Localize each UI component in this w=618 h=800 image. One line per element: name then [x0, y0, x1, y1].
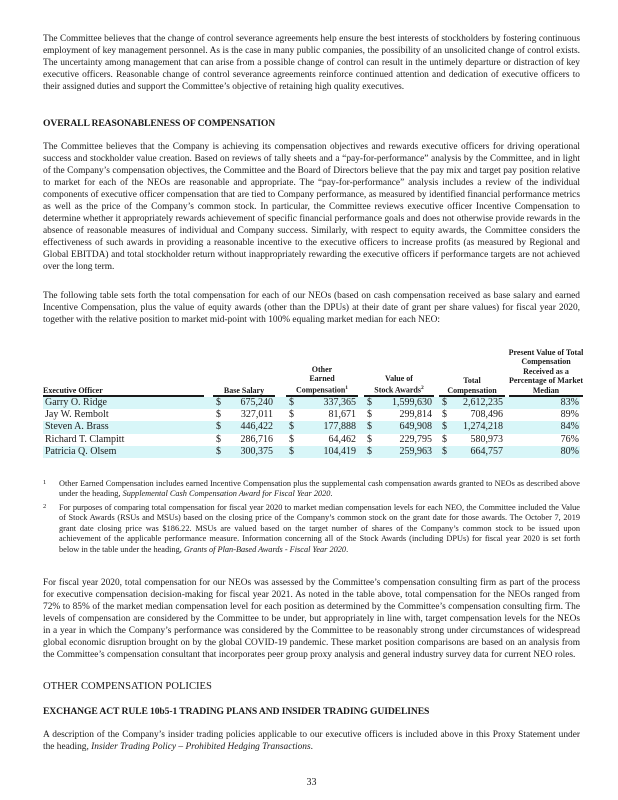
compensation-table [43, 347, 584, 458]
base-salary: 327,011 [240, 409, 273, 421]
total-compensation: 2,612,235 [463, 397, 503, 408]
footnote-mark: 1 [43, 479, 47, 486]
base-salary: 446,422 [240, 421, 273, 433]
officer-name: Jay W. Rembolt [45, 409, 109, 421]
heading-overall-reasonableness: OVERALL REASONABLENESS OF COMPENSATION [43, 118, 276, 129]
reasonableness-paragraph: The Committee believes that the Company is achieving its compensation objectives and rewards executive officers for driving operational success and stockholder value creation. Based on reviews of tally sheets and a “pay-for-performance” analysis by the Committee, and in light of the Company’s compensation objectives, the Committee and the Board of Directors believe that the pay mix and target pay position relative to market for each of the NEOs are reasonable and appropriate. The “pay-for-performance” analysis includes a review of the individual components of executive officer compensation that are tied to Company performance, as measured by identified financial performance metrics as well as the price of the Company’s common stock. In particular, the Committee reviews executive officer Incentive Compensation to determine whether it appropriately rewards achievement of specific financial performance goals and does not otherwise provide rewards in the absence of reasonable measures of individual and Company success. Similarly, with respect to equity awards, the Committee considers the effectiveness of such awards in providing a reasonable incentive to the executive officers to increase profits (as measured by Regional and Global EBITDA) and total stockholder return without inappropriately rewarding the executive officers if performance targets are not achieved over the long term. [43, 142, 580, 272]
header-value-of-stock-awards: Value of Stock Awards$^2$ [374, 374, 424, 395]
header-pct-market-median: Present Value of Total Compensation Received as a Percentage of Market Median [508, 347, 584, 395]
other-earned: 337,365 [323, 397, 356, 408]
heading-other-compensation-policies: OTHER COMPENSATION POLICIES [43, 681, 212, 692]
footnote-1: 1 Other Earned Compensation includes earned Incentive Compensation plus the supplemental cash compensation awards granted to NEOs as described above under the heading, Supplemental Cash Compensation Award for Fiscal Year 2020. [43, 479, 580, 499]
stock-awards: 1,599,630 [392, 397, 432, 408]
table-intro-paragraph: The following table sets forth the total compensation for each of our NEOs (based on cash compensation received as base salary and earned Incentive Compensation, plus the value of equity awards (other than the DPUs) at their date of grant per share values) for fiscal year 2020, together with the relative position to market mid-point with 100% equaling market median for each NEO: [43, 291, 580, 325]
stock-awards: 649,908 [399, 421, 432, 433]
header-total-compensation: Total Compensation [447, 376, 497, 395]
pct-market-median: 80% [560, 445, 579, 457]
table-row: Patricia Q. Olsem $ 300,375 $ 104,419 $ 259,963 $ 664,757 80% [45, 445, 579, 457]
heading-exchange-act-rule: EXCHANGE ACT RULE 10b5-1 TRADING PLANS AND INSIDER TRADING GUIDELINES [43, 706, 430, 717]
page-number: 33 [306, 777, 317, 788]
stock-awards: 259,963 [399, 445, 432, 457]
base-salary: 300,375 [240, 445, 273, 457]
officer-name: Garry O. Ridge [45, 397, 107, 408]
footnote-2: 2 For purposes of comparing total compensation for fiscal year 2020 to market median compensation levels for each NEO, the Committee included the Value of Stock Awards (RSUs and MSUs) based on the closing price of the Company’s common stock on the grant date for those awards. The October 7, 2019 grant date closing price was $186.22. MSUs are valued based on the target number of shares of the Company’s common stock to be issued upon achievement of the applicable performance measure. Information concerning all of the Stock Awards (including DPUs) for fiscal year 2020 is set forth below in the table under the heading, Grants of Plan-Based Awards - Fiscal Year 2020. [43, 503, 580, 554]
header-other-earned-compensation: Other Earned Compensation$^1$ [295, 364, 349, 395]
table-row: Jay W. Rembolt $ 327,011 $ 81,671 $ 299,814 $ 708,496 89% [45, 409, 579, 421]
other-earned: 64,462 [328, 433, 356, 445]
footnote-reference-heading: Grants of Plan-Based Awards - Fiscal Year 2020 [183, 544, 347, 554]
table-header [43, 347, 584, 397]
other-earned: 81,671 [328, 409, 356, 421]
base-salary: 675,240 [240, 397, 273, 408]
severance-paragraph: The Committee believes that the change of control severance agreements help ensure the best interests of stockholders by fostering continuous employment of key management personnel. As is the case in many public companies, the possibility of an unsolicited change of control exists. The uncertainty among management that can arise from a possible change of control can result in the untimely departure or distraction of key executive officers. Reasonable change of control severance agreements reinforce continued attention and dedication of executive officers to their assigned duties and support the Committee’s objective of retaining high quality executives. [43, 34, 580, 92]
total-compensation: 708,496 [470, 409, 503, 421]
insider-trading-paragraph: A description of the Company’s insider trading policies applicable to our executive officers is included above in this Proxy Statement under the heading, Insider Trading Policy – Prohibited Hedging Transactions. [43, 730, 580, 752]
other-earned: 104,419 [323, 445, 356, 457]
header-executive-officer: Executive Officer [43, 385, 103, 395]
assessment-paragraph: For fiscal year 2020, total compensation for our NEOs was assessed by the Committee’s compensation consulting firm as part of the process for executive compensation decision-making for fiscal year 2021. As noted in the table above, total compensation for the NEOs ranged from 72% to 85% of the market median compensation level for each position as determined by the Committee’s compensation consulting firm. The levels of compensation are considered by the Committee to be under, but appropriately in line with, target compensation levels for the NEOs in a year in which the Company’s performance was considered by the Committee to be reasonably strong under circumstances of widespread global economic disruption brought on by the global COVID-19 pandemic. These market position comparisons are based on an analysis from the Committee’s compensation consultant that incorporates peer group proxy analysis and general industry survey data for current NEO roles. [43, 578, 580, 660]
stock-awards: 229,795 [399, 433, 432, 445]
pct-market-median: 76% [560, 433, 579, 445]
table-row: Steven A. Brass $ 446,422 $ 177,888 $ 649,908 $ 1,274,218 84% [45, 421, 579, 433]
header-base-salary: Base Salary [223, 385, 265, 395]
total-compensation: 1,274,218 [463, 421, 503, 433]
stock-awards: 299,814 [399, 409, 432, 421]
pct-market-median: 83% [560, 397, 579, 408]
table-row: Garry O. Ridge $ 675,240 $ 337,365 $ 1,599,630 $ 2,612,235 83% [45, 397, 579, 408]
pct-market-median: 84% [560, 421, 579, 433]
insider-trading-policy-reference: Insider Trading Policy – Prohibited Hedging Transactions [91, 742, 311, 752]
footnote-reference-heading: Supplemental Cash Compensation Award for Fiscal Year 2020 [122, 489, 331, 499]
pct-market-median: 89% [560, 409, 579, 421]
officer-name: Richard T. Clampitt [45, 433, 125, 445]
footnote-mark: 2 [43, 503, 47, 510]
officer-name: Patricia Q. Olsem [45, 445, 117, 457]
officer-name: Steven A. Brass [45, 421, 109, 433]
total-compensation: 580,973 [470, 433, 503, 445]
total-compensation: 664,757 [470, 445, 503, 457]
other-earned: 177,888 [323, 421, 356, 433]
table-row: Richard T. Clampitt $ 286,716 $ 64,462 $ 229,795 $ 580,973 76% [45, 433, 579, 445]
base-salary: 286,716 [240, 433, 273, 445]
